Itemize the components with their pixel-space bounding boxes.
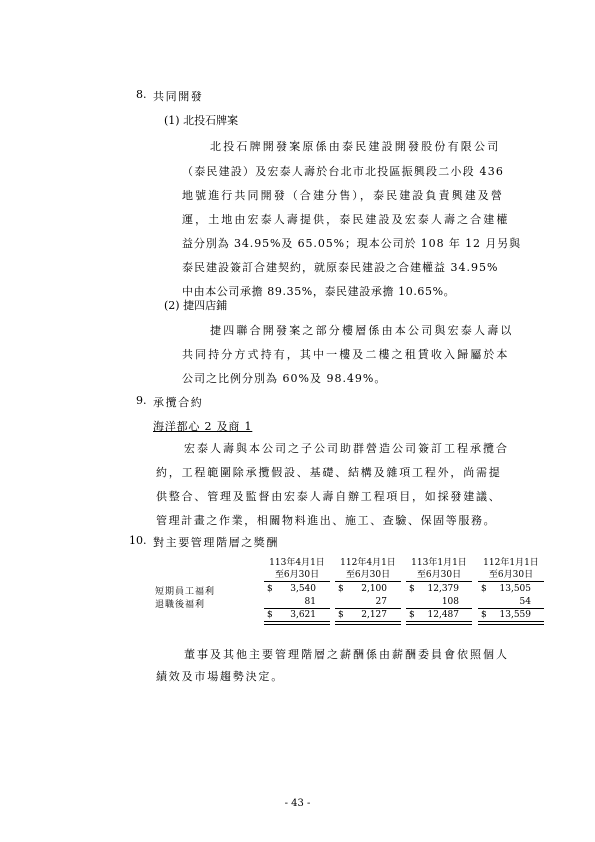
total-cell: 3,621 xyxy=(290,610,316,620)
paragraph-line: 宏泰人壽與本公司之子公司助群營造公司簽訂工程承攬合 xyxy=(184,442,509,455)
total-cell: 13,559 xyxy=(499,610,531,620)
currency-symbol: $ xyxy=(481,610,487,620)
subsection-2-label: (2) 捷四店鋪 xyxy=(164,299,228,312)
currency-symbol: $ xyxy=(267,584,273,594)
column-header: 113年1月1日 至6月30日 xyxy=(411,558,467,580)
paragraph-line: 中由本公司承擔 89.35%，泰民建設承擔 10.65%。 xyxy=(182,285,456,298)
currency-symbol: $ xyxy=(338,610,344,620)
section-10-heading: 對主要管理階層之獎酬 xyxy=(153,536,279,549)
table-cell: 3,540 xyxy=(290,584,316,594)
section-10-number: 10. xyxy=(129,534,147,547)
total-cell: 2,127 xyxy=(361,610,387,620)
section-8-heading: 共同開發 xyxy=(153,90,204,103)
table-cell: 108 xyxy=(441,597,459,607)
paragraph-line: 供整合、管理及監督由宏泰人壽自辦工程項目，如採發建議、 xyxy=(156,490,502,503)
paragraph-line: 地號進行共同開發（合建分售），泰民建設負責興建及營 xyxy=(182,189,504,202)
header-underline xyxy=(264,581,330,582)
total-double-rule xyxy=(264,621,330,625)
section-9-heading: 承攬合約 xyxy=(153,396,204,409)
page-number: - 43 - xyxy=(284,798,311,809)
row-label: 退職後福利 xyxy=(155,600,206,610)
currency-symbol: $ xyxy=(267,610,273,620)
table-cell: 54 xyxy=(519,597,531,607)
paragraph-line: 捷四聯合開發案之部分樓層係由本公司與宏泰人壽以 xyxy=(210,324,514,337)
subsection-1-label: (1) 北投石牌案 xyxy=(164,114,239,127)
paragraph-line: 運，土地由宏泰人壽提供，泰民建設及宏泰人壽之合建權 xyxy=(182,213,510,226)
header-underline xyxy=(406,581,472,582)
total-double-rule xyxy=(335,621,401,625)
paragraph-line: 績效及市場趨勢決定。 xyxy=(156,670,284,683)
subtotal-rule xyxy=(406,608,472,609)
project-name: 海洋都心 2 及商 1 xyxy=(153,420,253,433)
table-cell: 2,100 xyxy=(361,584,387,594)
paragraph-line: 公司之比例分別為 60%及 98.49%。 xyxy=(182,372,387,385)
paragraph-line: 董事及其他主要管理階層之薪酬係由薪酬委員會依照個人 xyxy=(184,648,509,661)
table-cell: 13,505 xyxy=(499,584,531,594)
paragraph-line: 泰民建設簽訂合建契約，就原泰民建設之合建權益 34.95% xyxy=(182,261,499,274)
subtotal-rule xyxy=(478,608,544,609)
row-label: 短期員工福利 xyxy=(155,587,216,597)
currency-symbol: $ xyxy=(338,584,344,594)
table-cell: 81 xyxy=(304,597,316,607)
column-header: 113年4月1日 至6月30日 xyxy=(269,558,325,580)
total-double-rule xyxy=(406,621,472,625)
paragraph-line: 約，工程範圍除承攬假設、基礎、結構及雜項工程外，尚需提 xyxy=(156,466,502,479)
column-header: 112年4月1日 至6月30日 xyxy=(340,558,396,580)
section-8-number: 8. xyxy=(136,88,147,101)
total-cell: 12,487 xyxy=(427,610,459,620)
table-cell: 27 xyxy=(375,597,387,607)
subtotal-rule xyxy=(264,608,330,609)
subtotal-rule xyxy=(335,608,401,609)
paragraph-line: 管理計畫之作業，相關物料進出、施工、查驗、保固等服務。 xyxy=(156,514,497,527)
header-underline xyxy=(478,581,544,582)
header-underline xyxy=(335,581,401,582)
table-cell: 12,379 xyxy=(427,584,459,594)
currency-symbol: $ xyxy=(481,584,487,594)
column-header: 112年1月1日 至6月30日 xyxy=(483,558,539,580)
paragraph-line: （泰民建設）及宏泰人壽於台北市北投區振興段二小段 436 xyxy=(182,165,505,178)
total-double-rule xyxy=(478,621,544,625)
paragraph-line: 益分別為 34.95%及 65.05%；現本公司於 108 年 12 月另與 xyxy=(182,237,522,250)
paragraph-line: 北投石牌開發案原係由泰民建設開發股份有限公司 xyxy=(210,140,501,153)
section-9-number: 9. xyxy=(136,394,147,407)
paragraph-line: 共同持分方式持有，其中一樓及二樓之租賃收入歸屬於本 xyxy=(182,348,510,361)
currency-symbol: $ xyxy=(409,610,415,620)
currency-symbol: $ xyxy=(409,584,415,594)
